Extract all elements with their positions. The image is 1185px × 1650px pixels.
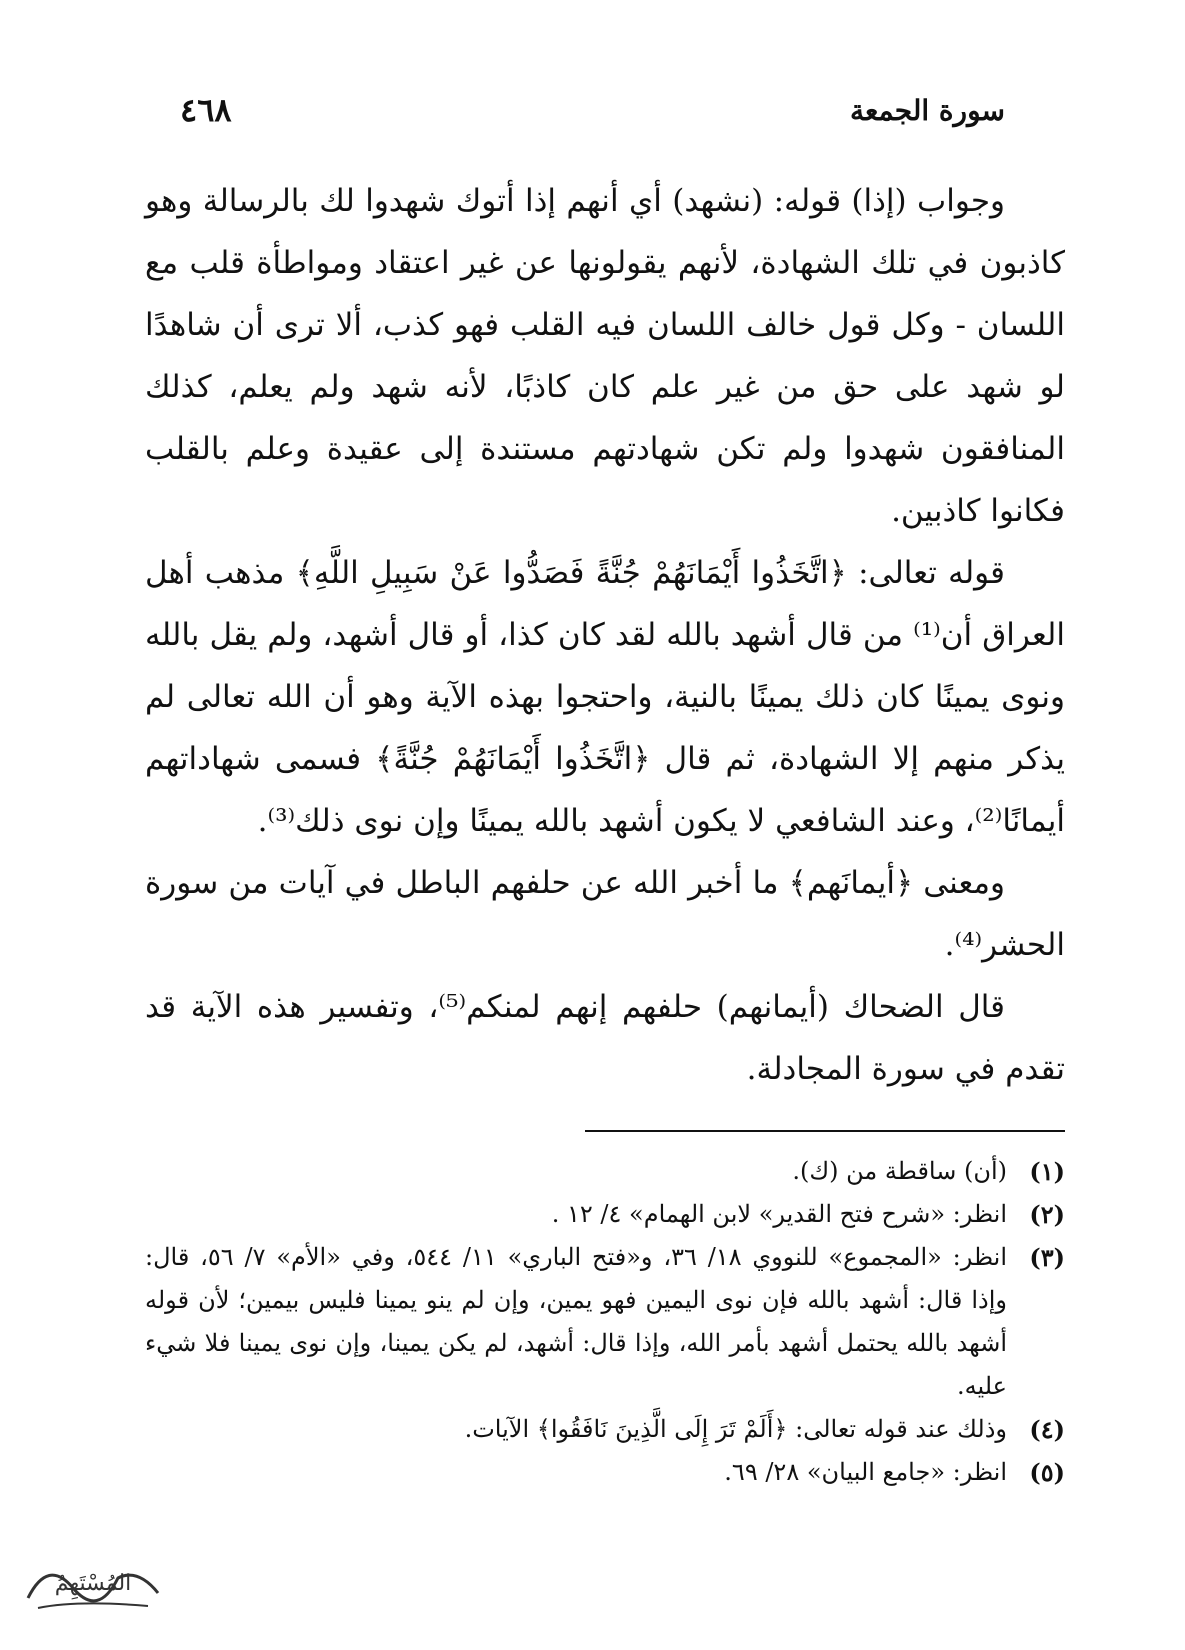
page-header xyxy=(180,80,1005,140)
footnote xyxy=(145,1408,1065,1451)
footnote-text: انظر: «شرح فتح القدير» لابن الهمام» ٤/ ١٢ . xyxy=(551,1200,1007,1228)
footnote-number: (٤) xyxy=(1029,1415,1065,1444)
paragraph: ومعنى ﴿أيمانَهم﴾ ما أخبر الله عن حلفهم الباطل في آيات من سورة الحشر⁽⁴⁾. xyxy=(145,865,1065,963)
surah-title: سورة الجمعة xyxy=(850,93,1005,127)
footnote-text: وذلك عند قوله تعالى: ﴿أَلَمْ تَرَ إِلَى الَّذِينَ نَافَقُوا﴾ الآيات. xyxy=(464,1415,1007,1443)
footnote-number: (٥) xyxy=(1029,1458,1065,1487)
footnote-number: (٢) xyxy=(1029,1200,1065,1229)
footnote xyxy=(145,1193,1065,1236)
footnote-text: انظر: «جامع البيان» ٢٨/ ٦٩. xyxy=(724,1458,1007,1486)
watermark-logo-icon xyxy=(18,1548,168,1620)
paragraph: قال الضحاك (أيمانهم) حلفهم إنهم لمنكم⁽⁵⁾، وتفسير هذه الآية قد تقدم في سورة المجادلة. xyxy=(145,989,1065,1087)
page-number: ٤٦٨ xyxy=(180,91,232,129)
footnote xyxy=(145,1236,1065,1408)
footnote xyxy=(145,1150,1065,1193)
footnote xyxy=(145,1451,1065,1494)
footnote-text: انظر: «المجموع» للنووي ١٨/ ٣٦، و«فتح الباري» ١١/ ٥٤٤، وفي «الأم» ٧/ ٥٦، قال: وإذا قال: أشهد بالله فإن نوى اليمين فهو يمين، وإن لم ينو يمينا فليس بيمين؛ لأن قوله أشهد بالله يحتمل أشهد بأمر الله، وإذا قال: أشهد، لم يكن يمينا، وإن نوى يمينا فلا شيء عليه. xyxy=(145,1243,1008,1400)
footnote-separator xyxy=(585,1130,1065,1132)
footnote-number: (١) xyxy=(1029,1157,1065,1186)
main-text xyxy=(145,170,1065,1100)
paragraph: قوله تعالى: ﴿اتَّخَذُوا أَيْمَانَهُمْ جُنَّةً فَصَدُّوا عَنْ سَبِيلِ اللَّهِ﴾ مذهب أهل العراق أن⁽¹⁾ من قال أشهد بالله لقد كان كذا، أو قال أشهد، ولم يقل بالله ونوى يمينًا كان ذلك يمينًا بالنية، واحتجوا بهذه الآية وهو أن الله تعالى لم يذكر منهم إلا الشهادة، ثم قال ﴿اتَّخَذُوا أَيْمَانَهُمْ جُنَّةً﴾ فسمى شهاداتهم أيمانًا⁽²⁾، وعند الشافعي لا يكون أشهد بالله يمينًا وإن نوى ذلك⁽³⁾. xyxy=(145,555,1065,839)
watermark-text: المُسْتَهِمُ xyxy=(54,1571,132,1596)
footnote-text: (أن) ساقطة من (ك). xyxy=(792,1157,1007,1185)
footnotes xyxy=(145,1150,1065,1494)
footnote-number: (٣) xyxy=(1029,1243,1065,1272)
paragraph: وجواب (إذا) قوله: (نشهد) أي أنهم إذا أتوك شهدوا لك بالرسالة وهو كاذبون في تلك الشهادة، لأنهم يقولونها عن غير اعتقاد ومواطأة قلب مع اللسان - وكل قول خالف اللسان فيه القلب فهو كذب، ألا ترى أن شاهدًا لو شهد على حق من غير علم كان كاذبًا، لأنه شهد ولم يعلم، كذلك المنافقون شهدوا ولم تكن شهادتهم مستندة إلى عقيدة وعلم بالقلب فكانوا كاذبين. xyxy=(145,183,1065,529)
